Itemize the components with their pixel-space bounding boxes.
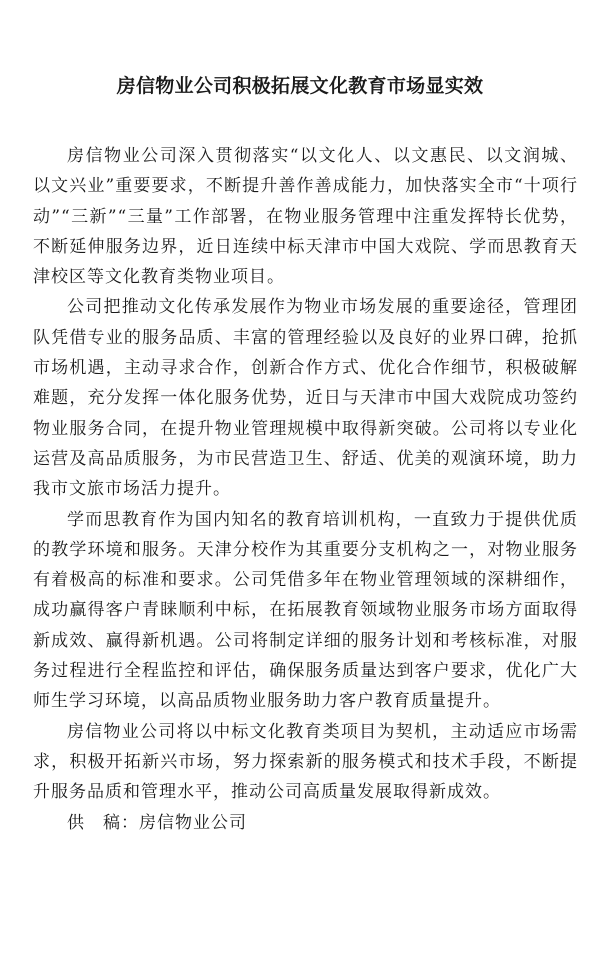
paragraph-1: 房信物业公司深入贯彻落实“以文化人、以文惠民、以文润城、以文兴业”重要要求，不断提升善作善成能力，加快落实全市“十项行动”“三新”“三量”工作部署，在物业服务管理中注重发挥特长优势，不断延伸服务边界，近日连续中标天津市中国大戏院、学而思教育天津校区等文化教育类物业项目。 (33, 146, 578, 288)
article-title: 房信物业公司积极拓展文化教育市场显实效 (116, 75, 484, 97)
article-body (33, 141, 578, 838)
paragraph-3: 学而思教育作为国内知名的教育培训机构，一直致力于提供优质的教学环境和服务。天津分校作为其重要分支机构之一，对物业服务有着极高的标准和要求。公司凭借多年在物业管理领域的深耕细作，成功赢得客户青睐顺利中标，在拓展教育领域物业服务市场方面取得新成效、赢得新机遇。公司将制定详细的服务计划和考核标准，对服务过程进行全程监控和评估，确保服务质量达到客户要求，优化广大师生学习环境，以高品质物业服务助力客户教育质量提升。 (33, 509, 578, 712)
paragraph-4: 房信物业公司将以中标文化教育类项目为契机，主动适应市场需求，积极开拓新兴市场，努力探索新的服务模式和技术手段，不断提升服务品质和管理水平，推动公司高质量发展取得新成效。 (33, 721, 578, 803)
source-line (33, 808, 578, 838)
source-value: 房信物业公司 (139, 812, 247, 833)
paragraph-2: 公司把推动文化传承发展作为物业市场发展的重要途径，管理团队凭借专业的服务品质、丰富的管理经验以及良好的业界口碑，抢抓市场机遇，主动寻求合作，创新合作方式、优化合作细节，积极破解难题，充分发挥一体化服务优势，近日与天津市中国大戏院成功签约物业服务合同，在提升物业管理规模中取得新突破。公司将以专业化运营及高品质服务，为市民营造卫生、舒适、优美的观演环境，助力我市文旅市场活力提升。 (33, 297, 578, 500)
source-label: 供 稿： (67, 812, 139, 833)
